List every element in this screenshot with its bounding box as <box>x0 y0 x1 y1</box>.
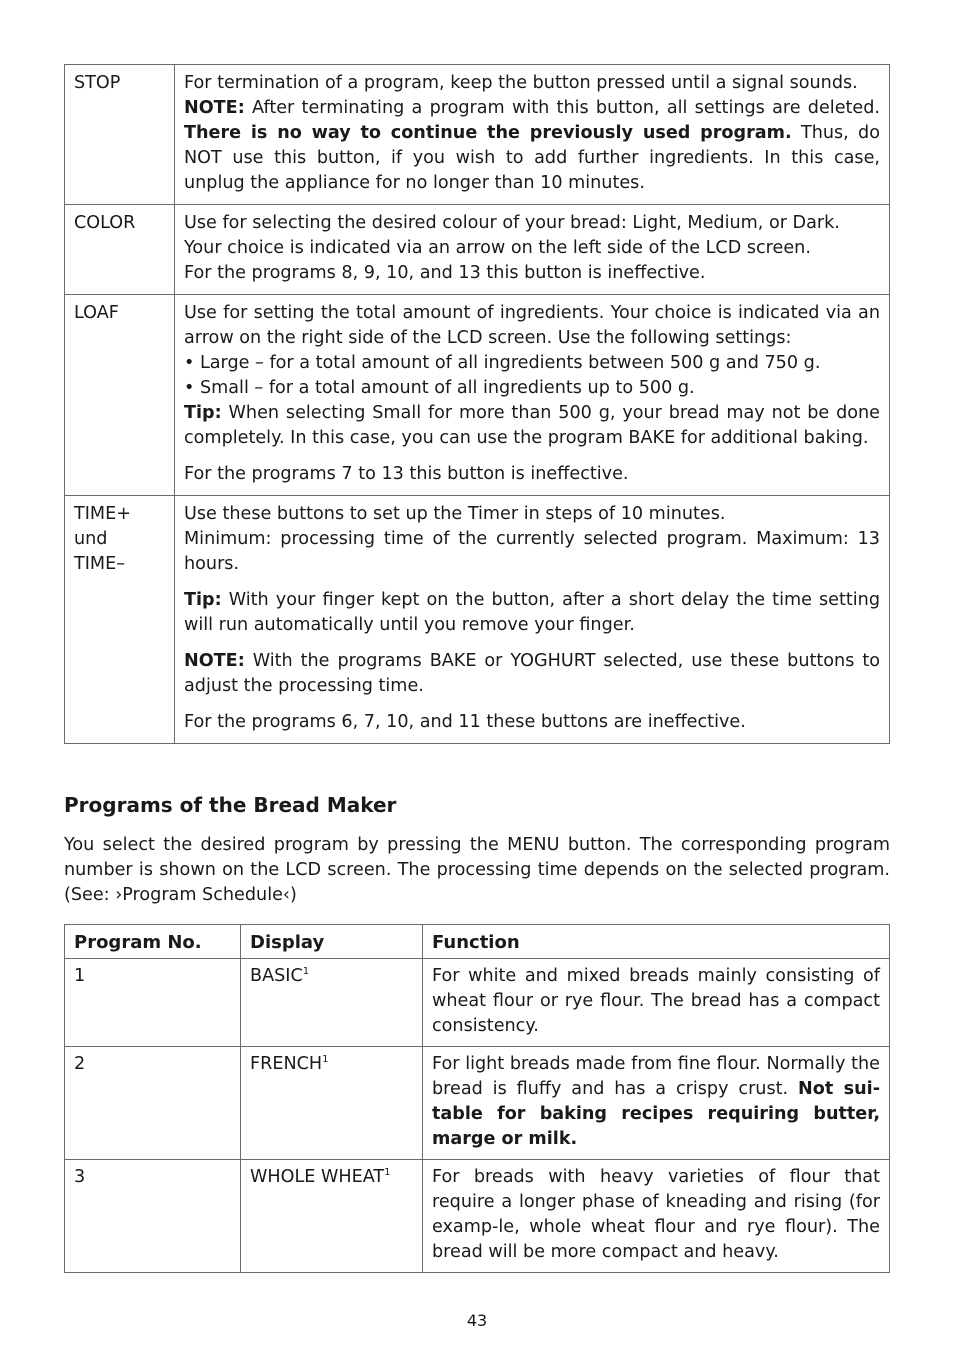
note-bold-text: There is no way to continue the previously used program. <box>184 123 792 143</box>
tip-label: Tip: <box>184 590 222 610</box>
description-text: Use for selecting the desired colour of your bread: Light, Medium, or Dark. Your choice is indicated via an arrow on the left side of the LCD screen. For the programs 8, 9, 10, and 13 this button is ineffective. <box>184 213 840 283</box>
program-number: 1 <box>65 959 241 1047</box>
column-header-program-no: Program No. <box>65 925 241 959</box>
description-text: Use for setting the total amount of ingredients. Your choice is indicated via an arrow on the right side of the LCD screen. Use the following settings: <box>184 303 880 348</box>
program-function: For light breads made from fine flour. Normally the bread is fluffy and has a crispy crust. Not sui-table for baking recipes requiring butter, marge or milk. <box>423 1047 890 1160</box>
column-header-display: Display <box>241 925 423 959</box>
programs-table <box>64 924 890 1273</box>
page-number: 43 <box>466 1311 488 1330</box>
list-item: • Small – for a total amount of all ingredients up to 500 g. <box>184 378 695 398</box>
tip-label: Tip: <box>184 403 222 423</box>
button-functions-table <box>64 64 890 744</box>
table-row <box>65 496 890 744</box>
table-row <box>65 1047 890 1160</box>
program-display: BASIC$^1$ <box>241 959 423 1047</box>
note-label: NOTE: <box>184 98 245 118</box>
note-label: NOTE: <box>184 651 245 671</box>
button-description <box>175 65 890 205</box>
program-function: For breads with heavy varieties of flour that require a longer phase of kneading and rising (for examp-le, whole wheat flour and rye flour). The bread will be more compact and heavy. <box>423 1160 890 1273</box>
section-title: Programs of the Bread Maker <box>64 793 397 817</box>
note-text: NOTE: With the programs BAKE or YOGHURT selected, use these buttons to adjust the processing time. <box>184 651 880 696</box>
description-text: For the programs 6, 7, 10, and 11 these buttons are ineffective. <box>184 712 746 732</box>
tip-text: Tip: With your finger kept on the button, after a short delay the time setting will run automatically until you remove your finger. <box>184 590 881 635</box>
footnote-marker: 1 <box>322 1054 329 1065</box>
table-row <box>65 65 890 205</box>
section-intro: You select the desired program by pressing the MENU button. The corresponding program number is shown on the LCD screen. The processing time depends on the selected program. (See: ›Program Schedule‹) <box>64 835 890 905</box>
button-name: LOAF <box>65 295 175 496</box>
program-number: 2 <box>65 1047 241 1160</box>
program-display: FRENCH$^1$ <box>241 1047 423 1160</box>
table-row <box>65 205 890 295</box>
settings-list <box>184 351 880 401</box>
description-text: For the programs 7 to 13 this button is ineffective. <box>184 464 629 484</box>
button-description <box>175 205 890 295</box>
button-description <box>175 496 890 744</box>
column-header-function: Function <box>423 925 890 959</box>
button-functions-section <box>64 64 890 744</box>
footnote-marker: 1 <box>384 1167 391 1178</box>
program-number: 3 <box>65 1160 241 1273</box>
table-row <box>65 959 890 1047</box>
description-text: Use these buttons to set up the Timer in steps of 10 minutes. Minimum: processing time of the currently selected program. Maximum: 13 hours. <box>184 504 880 574</box>
table-row <box>65 295 890 496</box>
program-display: WHOLE WHEAT$^1$ <box>241 1160 423 1273</box>
tip-text: Tip: When selecting Small for more than 500 g, your bread may not be done completely. In this case, you can use the program BAKE for additional baking. <box>184 403 880 448</box>
table-row <box>65 1160 890 1273</box>
button-name: TIME+ und TIME– <box>65 496 175 744</box>
table-header-row <box>65 925 890 959</box>
button-description <box>175 295 890 496</box>
button-name: COLOR <box>65 205 175 295</box>
footnote-marker: 1 <box>302 966 310 977</box>
list-item: • Large – for a total amount of all ingredients between 500 g and 750 g. <box>184 353 821 373</box>
program-function: For white and mixed breads mainly consisting of wheat flour or rye flour. The bread has a compact consistency. <box>423 959 890 1047</box>
button-name: STOP <box>65 65 175 205</box>
description-text: For termination of a program, keep the button pressed until a signal sounds. NOTE: After terminating a program with this button, all settings are deleted. There is no way to continue the previously used program. Thus, do NOT use this button, if you wish to add further ingredients. In this case, unplug the appliance for no longer than 10 minutes. <box>184 73 880 193</box>
warning-text: Not sui-table for baking recipes requiring butter, marge or milk. <box>432 1079 880 1149</box>
